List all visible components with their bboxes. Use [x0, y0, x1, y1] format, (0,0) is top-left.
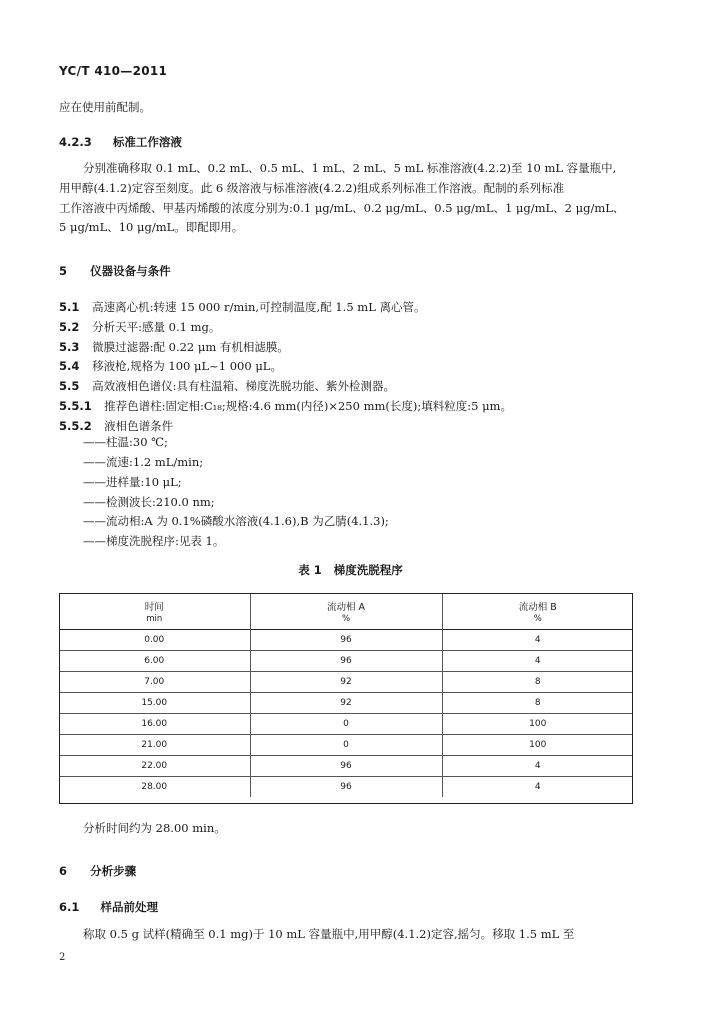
table-cell-a: 92	[250, 671, 442, 692]
condition-item: ——流动相:A 为 0.1%磷酸水溶液(4.1.6),B 为乙腈(4.1.3);	[83, 514, 389, 528]
table-cell-time: 7.00	[59, 671, 250, 692]
table-cell-time: 22.00	[59, 755, 250, 776]
section-number: 6.1	[59, 900, 80, 914]
condition-item: ——梯度洗脱程序:见表 1。	[83, 534, 225, 548]
table-cell-time: 16.00	[59, 713, 250, 734]
table-cell-time: 21.00	[59, 734, 250, 755]
paragraph-line: 分别准确移取 0.1 mL、0.2 mL、0.5 mL、1 mL、2 mL、5 mL 标准溶液(4.2.2)至 10 mL 容量瓶中,	[83, 161, 617, 175]
clause-text: 高效液相色谱仪:具有柱温箱、梯度洗脱功能、紫外检测器。	[92, 379, 395, 393]
section-6-heading	[59, 860, 136, 879]
paragraph-line: 工作溶液中丙烯酸、甲基丙烯酸的浓度分别为:0.1 μg/mL、0.2 μg/mL、0.5 μg/mL、1 μg/mL、2 μg/mL、	[59, 201, 625, 215]
column-unit-time: min	[146, 614, 163, 625]
section-title: 标准工作溶液	[112, 135, 182, 149]
paragraph-line: 用甲醇(4.1.2)定容至刻度。此 6 级溶液与标准溶液(4.2.2)组成系列标准工作溶液。配制的系列标准	[59, 181, 565, 195]
condition-item: ——柱温:30 ℃;	[83, 435, 168, 449]
table-cell-a: 96	[250, 629, 442, 650]
clause-item	[59, 395, 512, 414]
clause-item	[59, 336, 289, 355]
section-5-heading	[59, 260, 171, 279]
table-cell-b: 4	[442, 629, 633, 650]
column-header-mobile-phase-b: 流动相 B	[442, 593, 633, 613]
table-cell-a: 96	[250, 755, 442, 776]
table-row	[59, 692, 633, 713]
clause-item	[59, 415, 173, 434]
condition-item: ——检测波长:210.0 nm;	[83, 495, 215, 509]
clause-item	[59, 355, 282, 374]
table-row	[59, 629, 633, 650]
clause-number: 5.5.1	[59, 399, 92, 413]
table-row	[59, 734, 633, 755]
table-cell-time: 28.00	[141, 781, 168, 792]
table-cell-a: 96	[250, 776, 442, 797]
condition-item: ——流速:1.2 mL/min;	[83, 455, 204, 469]
standard-code-header: YC/T 410—2011	[59, 64, 168, 78]
table-cell-time: 6.00	[59, 650, 250, 671]
clause-number: 5.5.2	[59, 419, 92, 433]
page-number: 2	[59, 952, 66, 963]
table-cell-b: 4	[442, 650, 633, 671]
column-header-time: 时间	[144, 602, 164, 613]
table-cell-b: 100	[442, 734, 633, 755]
section-6-1-heading	[59, 896, 158, 915]
table-cell-a: 0	[250, 734, 442, 755]
table-row	[59, 650, 633, 671]
table-cell-b: 4	[442, 776, 633, 797]
clause-text: 液相色谱条件	[104, 419, 174, 433]
table-cell-b: 8	[442, 671, 633, 692]
table-cell-a: 0	[250, 713, 442, 734]
section-4-2-3-heading	[59, 131, 182, 150]
clause-text: 高速离心机:转速 15 000 r/min,可控制温度,配 1.5 mL 离心管。	[92, 300, 426, 314]
column-unit-a: %	[250, 613, 442, 629]
table-cell-b: 100	[442, 713, 633, 734]
clause-number: 5.4	[59, 359, 80, 373]
table-row	[59, 713, 633, 734]
condition-item: ——进样量:10 μL;	[83, 475, 182, 489]
table-cell-b: 4	[442, 755, 633, 776]
table-cell-time: 15.00	[59, 692, 250, 713]
clause-item	[59, 316, 220, 335]
clause-text: 微膜过滤器:配 0.22 μm 有机相滤膜。	[92, 340, 289, 354]
clause-text: 推荐色谱柱:固定相:C₁₈;规格:4.6 mm(内径)×250 mm(长度);填料粒度:5 μm。	[104, 399, 512, 413]
analysis-time-note: 分析时间约为 28.00 min。	[83, 821, 226, 835]
table-row	[59, 671, 633, 692]
column-unit-b: %	[442, 613, 633, 629]
clause-number: 5.3	[59, 340, 80, 354]
section-number: 4.2.3	[59, 135, 92, 149]
section-number: 5	[59, 264, 68, 278]
clause-item	[59, 296, 426, 315]
section-title: 仪器设备与条件	[90, 264, 171, 278]
intro-line: 应在使用前配制。	[59, 100, 151, 114]
paragraph-line: 5 μg/mL、10 μg/mL。即配即用。	[59, 220, 244, 234]
clause-number: 5.1	[59, 300, 80, 314]
clause-number: 5.2	[59, 320, 80, 334]
clause-item	[59, 375, 395, 394]
table-row	[59, 776, 633, 797]
table-cell-time: 0.00	[59, 629, 250, 650]
clause-text: 分析天平:感量 0.1 mg。	[92, 320, 221, 334]
section-title: 分析步骤	[90, 864, 137, 878]
clause-text: 移液枪,规格为 100 μL~1 000 μL。	[92, 359, 282, 373]
table-row	[59, 755, 633, 776]
table-cell-b: 8	[442, 692, 633, 713]
clause-number: 5.5	[59, 379, 80, 393]
column-header-mobile-phase-a: 流动相 A	[250, 593, 442, 613]
paragraph-line: 称取 0.5 g 试样(精确至 0.1 mg)于 10 mL 容量瓶中,用甲醇(4.1.2)定容,摇匀。移取 1.5 mL 至	[83, 927, 575, 941]
section-number: 6	[59, 864, 68, 878]
section-title: 样品前处理	[100, 900, 158, 914]
gradient-elution-table	[59, 593, 633, 797]
table-cell-a: 92	[250, 692, 442, 713]
table-caption: 表 1 梯度洗脱程序	[298, 563, 403, 577]
table-cell-a: 96	[250, 650, 442, 671]
